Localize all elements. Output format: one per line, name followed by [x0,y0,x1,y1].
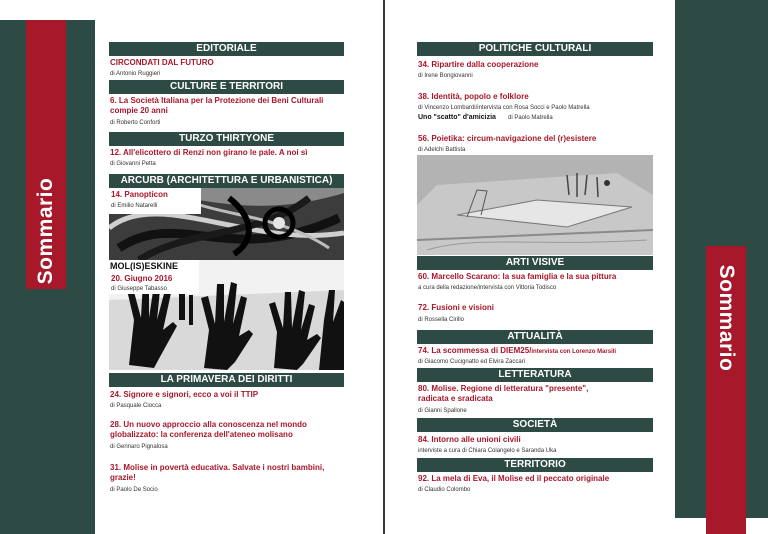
article-author: a cura della redazione/intervista con Vittoria Todisco [418,285,557,291]
article-title[interactable]: 6. La Società Italiana per la Protezione dei Beni Culturali compie 20 anni [110,96,324,115]
article-title[interactable]: 24. Signore e signori, ecco a voi il TTIP [110,390,259,399]
section-header-moliseskine: MOL(IS)ESKINE [110,261,179,271]
article-author: di Giovanni Petta [110,161,156,167]
section-header-arcurb: ARCURB (ARCHITETTURA E URBANISTICA) [109,174,344,188]
left-side-title: Sommario [34,177,57,285]
article-title[interactable]: 28. Un nuovo approccio alla conoscenza nel mondo globalizzato: la conferenza dell'ateneo molisano [110,420,307,439]
section-header-letteratura: LETTERATURA [417,368,653,382]
article-author: di Rossella Cirillo [418,317,465,323]
section-header-territorio: TERRITORIO [417,458,653,472]
section-header-editoriale: EDITORIALE [109,42,344,56]
article-title[interactable]: 20. Giugno 2016 [111,274,173,283]
article-title[interactable]: 56. Poietika: circum-navigazione del (r)esistere [418,134,597,143]
article-author: di Vincenzo Lombardi/intervista con Rosa Socci e Paolo Matrella [418,105,590,111]
article-author: di Pasquale Ciocca [110,403,162,409]
article-title[interactable]: 60. Marcello Scarano: la sua famiglia e la sua pittura [418,272,617,281]
article-author: di Emilio Natarelli [111,203,158,209]
article-title[interactable]: 84. Intorno alle unioni civili [418,435,521,444]
section-header-attualita: ATTUALITÀ [417,330,653,344]
article-author: di Antonio Ruggieri [110,71,161,77]
section-header-primavera: LA PRIMAVERA DEI DIRITTI [109,373,344,387]
section-header-societa: SOCIETÀ [417,418,653,432]
article-title[interactable]: 72. Fusioni e visioni [418,303,495,312]
section-header-politiche: POLITICHE CULTURALI [417,42,653,56]
article-author: di Paolo De Socio [110,487,158,493]
article-title[interactable]: 38. Identità, popolo e folklore [418,92,529,101]
article-author: interviste a cura di Chiara Colangelo e Saranda Uka [418,448,557,454]
article-author: di Adelchi Battista [418,147,466,153]
hands-image [109,260,344,370]
section-header-turzo: TURZO THIRTYONE [109,132,344,146]
article-title[interactable]: 12. All'elicottero di Renzi non girano le pale. A noi sì [110,148,308,157]
section-header-arti: ARTI VISIVE [417,256,653,270]
article-author: di Gianni Spallone [418,408,467,414]
article-author: di Roberto Conforti [110,120,161,126]
article-title[interactable]: 74. La scommessa di DIEM25/intervista con Lorenzo Marsili [418,346,617,355]
article-author: di Gennaro Pignalosa [110,444,168,450]
article-title[interactable]: 31. Molise in povertà educativa. Salvate i nostri bambini, grazie! [110,463,325,482]
article-author: di Paolo Matrella [508,115,553,121]
article-title[interactable]: 14. Panopticon [111,190,168,199]
article-title[interactable]: 92. La mela di Eva, il Molise ed il peccato originale [418,474,610,483]
article-subtitle[interactable]: Uno "scatto" d'amicizia [418,114,496,121]
left-page [0,0,383,534]
article-author: di Irene Bongiovanni [418,73,473,79]
section-header-culture: CULTURE E TERRITORI [109,80,344,94]
article-title[interactable]: 80. Molise. Regione di letteratura "presente", radicata e sradicata [418,384,589,403]
panopticon-image [109,188,344,260]
article-author: di Giuseppe Tabasso [111,286,167,292]
article-author: di Claudio Colombo [418,487,471,493]
article-title[interactable]: CIRCONDATI DAL FUTURO [110,58,214,67]
poietika-image [417,155,653,255]
right-side-title: Sommario [715,264,738,372]
article-author: di Giacomo Cucignatto ed Elvira Zaccari [418,359,526,365]
sketch-art [417,155,653,255]
article-title[interactable]: 34. Ripartire dalla cooperazione [418,60,539,69]
